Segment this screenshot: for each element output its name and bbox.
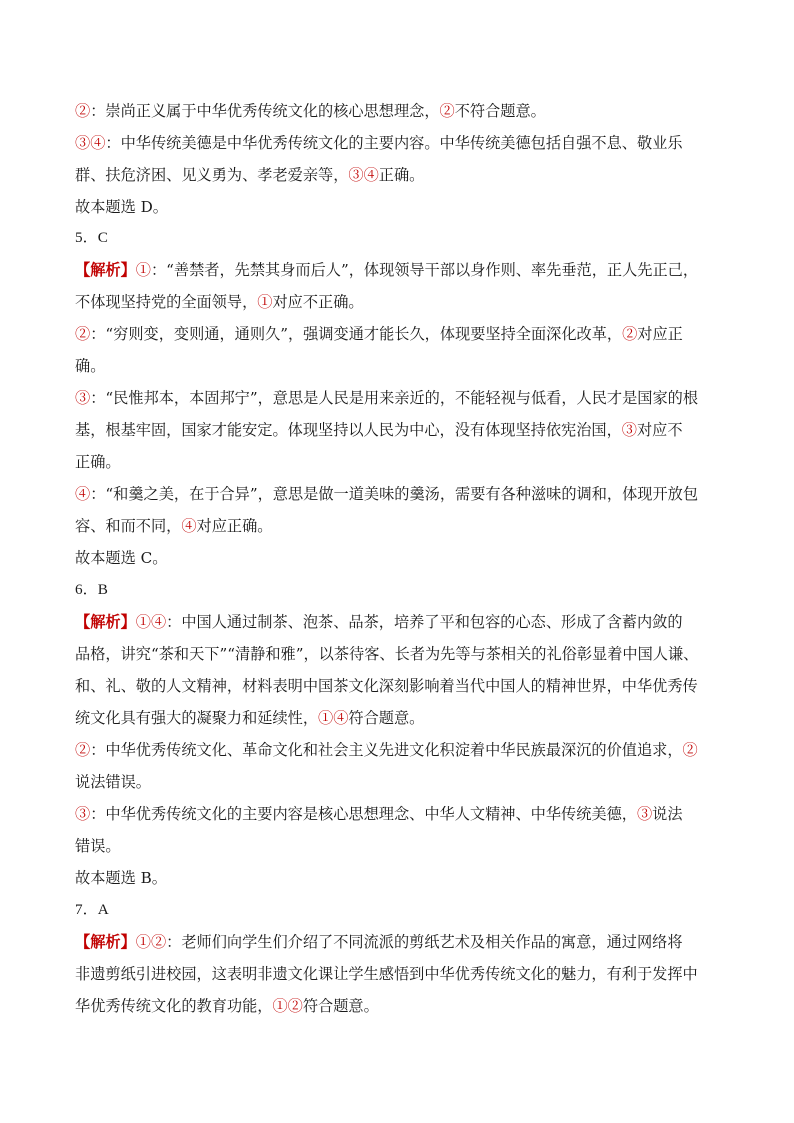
text-segment: 确。	[75, 357, 106, 375]
option-marker: ③	[75, 389, 91, 407]
text-segment: 对应正确。	[196, 517, 273, 535]
text-segment: 统文化具有强大的凝聚力和延续性，	[75, 709, 318, 727]
text-segment: 符合题意。	[348, 709, 425, 727]
text-segment: 非遗剪纸引进校园，这表明非遗文化课让学生感悟到中华优秀传统文化的魅力，有利于发挥中	[75, 965, 698, 983]
text-segment: 7．A	[75, 901, 109, 918]
text-segment: 不符合题意。	[454, 102, 546, 120]
answer-line	[75, 580, 725, 600]
option-marker: ④	[75, 485, 91, 503]
text-segment: 5．C	[75, 229, 108, 246]
analysis-tag: 【解析】	[75, 261, 136, 279]
option-marker: ①④	[135, 613, 167, 631]
text-segment: ：“和羹之美，在于合异”，意思是做一道美味的羹汤，需要有各种滋味的调和，体现开放包	[90, 485, 699, 503]
analysis-tag: 【解析】	[75, 613, 136, 631]
text-line	[75, 932, 725, 952]
text-line	[75, 420, 725, 440]
option-marker: ②	[682, 741, 698, 759]
option-marker: ②	[439, 102, 455, 120]
text-segment: 群、扶危济困、见义勇为、孝老爱亲等，	[75, 166, 349, 184]
option-marker: ②	[75, 325, 91, 343]
text-segment: ：崇尚正义属于中华优秀传统文化的核心思想理念，	[90, 102, 440, 120]
text-segment: 正确。	[75, 453, 121, 471]
text-line	[75, 964, 725, 984]
text-segment: 说法错误。	[75, 773, 151, 791]
text-segment: 对应正	[637, 325, 683, 343]
option-marker: ③	[75, 805, 91, 823]
text-segment: 正确。	[378, 166, 425, 184]
text-segment: ：“民惟邦本，本固邦宁”，意思是人民是用来亲近的，不能轻视与低看，人民才是国家的根	[90, 389, 699, 407]
option-marker: ③④	[75, 134, 106, 152]
text-line	[75, 612, 725, 632]
text-segment: 容、和而不同，	[75, 517, 182, 535]
text-segment: ：中华优秀传统文化的主要内容是核心思想理念、中华人文精神、中华传统美德，	[90, 805, 637, 823]
text-line	[75, 740, 725, 760]
text-segment: 华优秀传统文化的教育功能，	[75, 997, 273, 1015]
text-line	[75, 388, 725, 408]
text-line	[75, 133, 725, 153]
option-marker: ④	[181, 517, 197, 535]
text-segment: ：中国人通过制茶、泡茶、品茶，培养了平和包容的心态、形成了含蓄内敛的	[166, 613, 683, 631]
text-line	[75, 452, 725, 472]
text-line	[75, 484, 725, 504]
answer-line	[75, 900, 725, 920]
text-line	[75, 996, 725, 1016]
text-segment: 对应不	[636, 421, 683, 439]
text-segment: 符合题意。	[302, 997, 379, 1015]
text-line	[75, 868, 725, 888]
option-marker: ③	[621, 421, 637, 439]
text-segment: 6．B	[75, 581, 108, 598]
text-segment: 不体现坚持党的全面领导，	[75, 293, 258, 311]
text-line	[75, 772, 725, 792]
text-line	[75, 165, 725, 185]
text-segment: 对应不正确。	[272, 293, 364, 311]
option-marker: ①	[135, 261, 151, 279]
text-segment: ：老师们向学生们介绍了不同流派的剪纸艺术及相关作品的寓意，通过网络将	[166, 933, 683, 951]
option-marker: ①②	[272, 997, 303, 1015]
text-line	[75, 708, 725, 728]
text-line	[75, 197, 725, 217]
text-line	[75, 260, 725, 280]
analysis-tag: 【解析】	[75, 933, 136, 951]
option-marker: ①②	[135, 933, 167, 951]
answer-line	[75, 228, 725, 248]
option-marker: ②	[75, 741, 91, 759]
text-segment: ：“善禁者，先禁其身而后人”，体现领导干部以身作则、率先垂范，正人先正己，	[150, 261, 699, 279]
text-line	[75, 676, 725, 696]
text-segment: 错误。	[75, 837, 121, 855]
text-line	[75, 324, 725, 344]
text-line	[75, 804, 725, 824]
text-segment: 故本题选 C。	[75, 549, 168, 567]
text-line	[75, 516, 725, 536]
option-marker: ③④	[348, 166, 379, 184]
option-marker: ③	[636, 805, 653, 823]
option-marker: ②	[622, 325, 638, 343]
text-line	[75, 644, 725, 664]
text-segment: ：中华传统美德是中华优秀传统文化的主要内容。中华传统美德包括自强不息、敬业乐	[105, 134, 683, 152]
text-segment: 基，根基牢固，国家才能安定。体现坚持以人民为中心，没有体现坚持依宪治国，	[75, 421, 622, 439]
option-marker: ①	[257, 293, 273, 311]
text-segment: ：“穷则变，变则通，通则久”，强调变通才能长久，体现要坚持全面深化改革，	[90, 325, 623, 343]
option-marker: ②	[75, 102, 91, 120]
text-line	[75, 292, 725, 312]
text-line	[75, 101, 725, 121]
text-line	[75, 836, 725, 856]
text-line	[75, 548, 725, 568]
text-segment: 品格，讲究“茶和天下”“清静和雅”，以茶待客、长者为先等与茶相关的礼俗彰显着中国人谦、	[75, 645, 699, 663]
text-segment: 故本题选 B。	[75, 869, 167, 887]
text-segment: ：中华优秀传统文化、革命文化和社会主义先进文化积淀着中华民族最深沉的价值追求，	[90, 741, 683, 759]
option-marker: ①④	[318, 709, 349, 727]
text-segment: 和、礼、敬的人文精神，材料表明中国茶文化深刻影响着当代中国人的精神世界，中华优秀传	[75, 677, 698, 695]
text-segment: 故本题选 D。	[75, 198, 168, 216]
text-segment: 说法	[652, 805, 683, 823]
text-line	[75, 356, 725, 376]
